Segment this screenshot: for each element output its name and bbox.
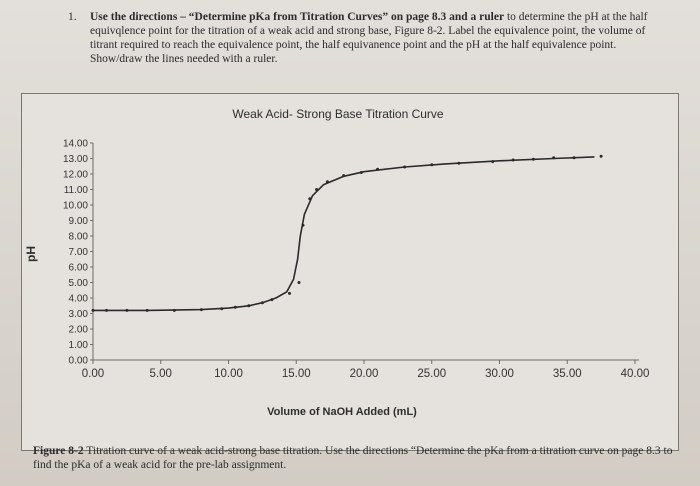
data-point [342, 174, 345, 177]
y-tick-label: 12.00 [62, 169, 88, 181]
x-tick-label: 40.00 [620, 368, 650, 380]
question-lead: Use the directions – “Determine pKa from Titration Curves” on page 8.3 and a ruler [90, 11, 505, 23]
data-point [302, 224, 305, 227]
data-point [200, 308, 203, 311]
question-text [90, 10, 668, 66]
chart-axes [93, 143, 639, 360]
chart-title: Weak Acid- Strong Base Titration Curve [232, 107, 444, 121]
x-tick-label: 10.00 [214, 368, 243, 380]
y-tick-label: 11.00 [63, 185, 88, 196]
data-point [308, 197, 311, 200]
data-point [326, 180, 329, 183]
titration-chart [21, 93, 679, 451]
x-tick-label: 0.00 [81, 368, 105, 380]
y-axis-label: pH [24, 246, 38, 262]
chart-svg [22, 94, 678, 450]
x-tick-label: 30.00 [485, 368, 514, 380]
data-point [146, 309, 149, 312]
data-points-layer [92, 155, 603, 312]
data-point [105, 309, 108, 312]
data-point [270, 298, 273, 301]
data-point [532, 158, 535, 161]
y-tick-label: 9.00 [68, 216, 88, 227]
data-point [315, 188, 318, 191]
question-instructions: to determine the pH at the half equivqlence point for the titration of a weak acid and strong base, Figure 8-2. Label the equivalence point, the volume of titrant required to reach the equivalence point, the half equivanence point and the pH at the half equivalence point. Show/draw the lines needed with a ruler. [90, 11, 648, 65]
data-point [403, 166, 406, 169]
data-point [173, 309, 176, 312]
data-point [92, 309, 95, 312]
question-number: 1. [68, 11, 77, 23]
x-tick-label: 35.00 [552, 368, 582, 380]
data-point [360, 171, 363, 174]
x-tick-label: 15.00 [281, 368, 311, 380]
y-tick-label: 13.00 [62, 154, 88, 165]
y-tick-label: 8.00 [68, 231, 88, 243]
data-point [552, 156, 555, 159]
y-tick-label: 2.00 [68, 324, 88, 336]
data-point [430, 163, 433, 166]
x-tick-label: 5.00 [149, 368, 172, 380]
data-point [234, 306, 237, 309]
x-axis-label: Volume of NaOH Added (mL) [267, 406, 417, 418]
y-tick-label: 6.00 [68, 262, 88, 274]
data-point [288, 292, 291, 295]
data-point [298, 281, 301, 284]
data-point [261, 301, 264, 304]
y-tick-label: 4.00 [68, 293, 88, 305]
titration-curve [93, 157, 594, 311]
figure-caption [33, 444, 673, 472]
chart-ticks [63, 139, 649, 381]
titration-curve-layer [93, 157, 594, 311]
y-tick-label: 7.00 [68, 247, 88, 258]
data-point [220, 307, 223, 310]
data-point [512, 159, 515, 162]
y-tick-label: 5.00 [68, 278, 88, 289]
data-point [491, 160, 494, 163]
data-point [247, 304, 250, 307]
y-tick-label: 0.00 [68, 355, 88, 367]
data-point [457, 162, 460, 165]
data-point [573, 156, 576, 159]
data-point [600, 155, 603, 158]
question-1 [68, 10, 668, 66]
x-tick-label: 20.00 [349, 368, 379, 380]
y-tick-label: 3.00 [68, 309, 88, 320]
y-tick-label: 10.00 [62, 200, 88, 212]
figure-label: Figure 8-2 [33, 445, 84, 457]
y-tick-label: 14.00 [62, 138, 88, 150]
y-tick-label: 1.00 [68, 340, 88, 351]
data-point [125, 309, 128, 312]
figure-caption-text: Titration curve of a weak acid-strong base titration. Use the directions “Determine the pKa from a titration curve on page 8.3 to find the pKa of a weak acid for the pre-lab assignment. [33, 445, 673, 471]
data-point [376, 168, 379, 171]
x-tick-label: 25.00 [417, 368, 447, 380]
